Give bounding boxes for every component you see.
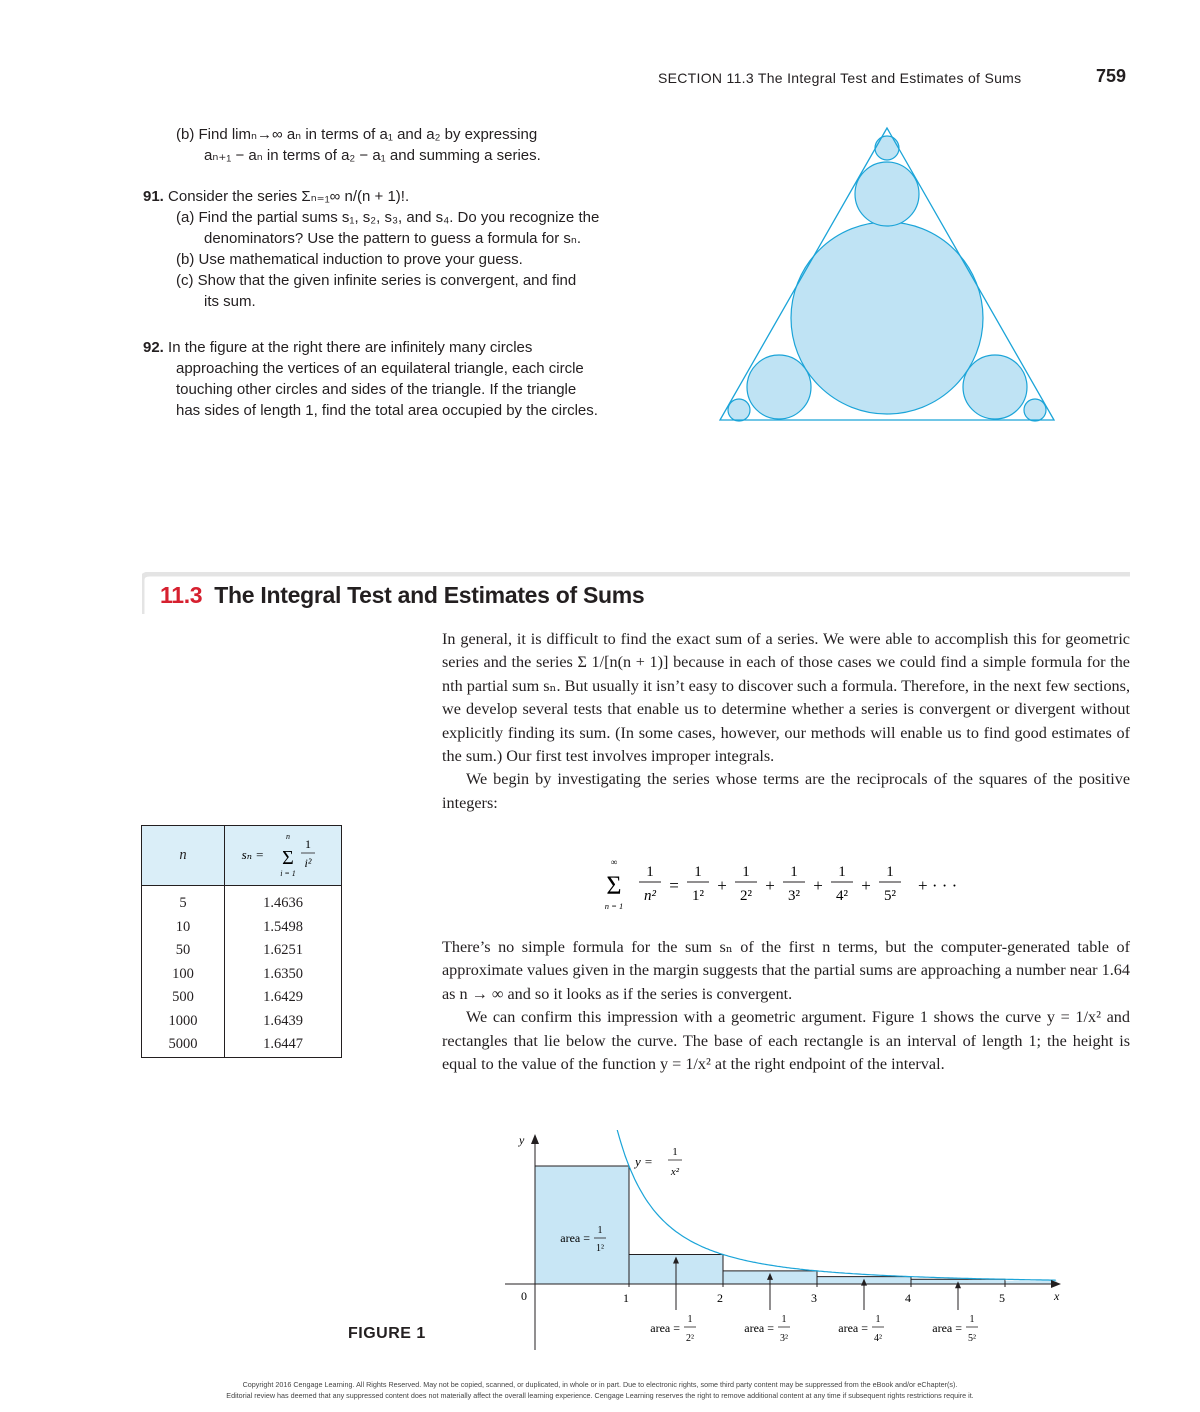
- top-circle-2: [855, 162, 919, 226]
- sigma-lower: n = 1: [604, 901, 624, 911]
- area-label-num: 1: [969, 1314, 975, 1325]
- ex91c-line1: (c) Show that the given infinite series is convergent, and find: [176, 272, 577, 289]
- area-label-word: area =: [744, 1321, 774, 1335]
- eq-plus: +: [861, 876, 871, 895]
- area-label-word: area =: [650, 1321, 680, 1335]
- table-cell-s: 1.6251: [225, 939, 342, 963]
- exercise-90b: [176, 124, 541, 166]
- ex91a-line2: denominators? Use the pattern to guess a formula for sₙ.: [204, 230, 582, 247]
- area-label-den: 3²: [780, 1333, 788, 1344]
- exercise-92: [143, 337, 633, 421]
- paragraph-1: In general, it is difficult to find the exact sum of a series. We were able to accomplish this for geometric series and the series Σ 1/[n(n + 1)] because in each of those cases we could find a simple formula for the nth partial sum sₙ. But usually it isn’t easy to discover such a formula. Therefore, in the next few sections, we develop several tests that enable us to determine whether a series is convergent or divergent without explicitly finding its sum. (In some cases, however, our methods will enable us to find good estimates of the sum.) Our first test involves improper integrals.: [442, 630, 1130, 766]
- table-row: [142, 963, 342, 987]
- right-circle-3: [1024, 399, 1046, 421]
- table-row: [142, 886, 342, 916]
- area-label-word: area =: [838, 1321, 868, 1335]
- table-cell-n: 5000: [142, 1033, 225, 1057]
- sum-frac-num: 1: [305, 837, 311, 851]
- x-tick-label: 1: [623, 1291, 629, 1305]
- area-label-num: 1: [687, 1314, 693, 1325]
- ex91b: (b) Use mathematical induction to prove your guess.: [176, 251, 523, 268]
- sigma-symbol: Σ: [606, 871, 622, 900]
- equation-ellipsis: + · · ·: [918, 876, 958, 895]
- top-circle-3: [875, 136, 899, 160]
- table-cell-n: 1000: [142, 1010, 225, 1034]
- eq-term-den: 1²: [692, 888, 704, 904]
- eq-term-den: n²: [644, 888, 656, 904]
- sum-formula: [228, 826, 338, 880]
- x-tick-label: 5: [999, 1291, 1005, 1305]
- table-cell-s: 1.6447: [225, 1033, 342, 1057]
- ex92-line2: approaching the vertices of an equilateral triangle, each circle: [176, 360, 584, 377]
- table-cell-n: 100: [142, 963, 225, 987]
- copyright-line-2: Editorial review has deemed that any suppressed content does not materially affect the overall learning experience. Cengage Learning reserves the right to remove additional content at any time if subsequent rights restrictions require it.: [226, 1391, 974, 1400]
- page-number: 759: [1096, 66, 1127, 86]
- table-row: [142, 1010, 342, 1034]
- eq-plus: +: [813, 876, 823, 895]
- right-circle-2: [963, 355, 1027, 419]
- area-label-den: 4²: [874, 1333, 882, 1344]
- table-cell-n: 5: [142, 886, 225, 916]
- ex91-number: 91.: [143, 188, 164, 205]
- table-cell-n: 50: [142, 939, 225, 963]
- area-rectangle: [535, 1166, 629, 1284]
- table-row: [142, 986, 342, 1010]
- eq-term-num: 1: [646, 864, 654, 880]
- eq-plus: +: [765, 876, 775, 895]
- body-block-2: [442, 936, 1130, 1076]
- section-number: 11.3: [160, 582, 203, 608]
- table-cell-s: 1.5498: [225, 916, 342, 940]
- eq-term-den: 5²: [884, 888, 896, 904]
- sum-upper-limit: n: [286, 832, 290, 841]
- x-tick-label: 4: [905, 1291, 911, 1305]
- curve-label-lhs: y =: [635, 1154, 653, 1169]
- series-equation: [600, 855, 960, 915]
- area-label-num: 1: [781, 1314, 787, 1325]
- table-cell-s: 1.4636: [225, 886, 342, 916]
- exercise-91: [143, 186, 633, 312]
- area-label-num: 1: [875, 1314, 881, 1325]
- section-title-text: The Integral Test and Estimates of Sums: [214, 582, 645, 608]
- area-label-num: 1: [597, 1225, 603, 1236]
- eq-term-den: 3²: [788, 888, 800, 904]
- large-center-circle: [791, 222, 983, 414]
- curve-label-num: 1: [672, 1146, 678, 1158]
- ex90b-line2: aₙ₊₁ − aₙ in terms of a₂ − a₁ and summing a series.: [204, 147, 541, 164]
- section-title: [160, 582, 644, 609]
- area-label-den: 2²: [686, 1333, 694, 1344]
- x-axis-label: x: [1054, 1289, 1060, 1303]
- triangle-circles-figure: [712, 122, 1062, 428]
- x-tick-label: 3: [811, 1291, 817, 1305]
- copyright-line-1: Copyright 2016 Cengage Learning. All Rights Reserved. May not be copied, scanned, or duplicated, in whole or in part. Due to electronic rights, some third party content may be suppressed from the eBook and/or eChapter(s).: [242, 1380, 958, 1389]
- body-block-1: [442, 628, 1130, 815]
- eq-equals: =: [669, 876, 679, 895]
- table-row: [142, 916, 342, 940]
- eq-term-num: 1: [790, 864, 798, 880]
- origin-label: 0: [521, 1289, 527, 1303]
- running-header: SECTION 11.3 The Integral Test and Estimates of Sums: [658, 70, 1022, 86]
- ex91c-line2: its sum.: [204, 293, 256, 310]
- sum-frac-den: i²: [304, 856, 312, 870]
- ex91-text: Consider the series Σₙ₌₁∞ n/(n + 1)!.: [168, 188, 410, 205]
- partial-sums-table: [141, 825, 342, 1058]
- ex92-number: 92.: [143, 339, 164, 356]
- eq-term-den: 4²: [836, 888, 848, 904]
- figure-1: [505, 1130, 1065, 1352]
- sum-sigma: Σ: [282, 847, 294, 869]
- figure-1-label: FIGURE 1: [348, 1325, 426, 1342]
- table-cell-n: 500: [142, 986, 225, 1010]
- sigma-upper: ∞: [610, 857, 618, 867]
- ex92-line4: has sides of length 1, find the total area occupied by the circles.: [176, 402, 598, 419]
- sum-lower-limit: i = 1: [280, 869, 296, 878]
- table-cell-s: 1.6439: [225, 1010, 342, 1034]
- table-cell-s: 1.6429: [225, 986, 342, 1010]
- table-row: [142, 1033, 342, 1057]
- ex91a-line1: (a) Find the partial sums s₁, s₂, s₃, and s₄. Do you recognize the: [176, 209, 600, 226]
- paragraph-3: There’s no simple formula for the sum sₙ of the first n terms, but the computer-generated table of approximate values given in the margin suggests that the partial sums are approaching a number near 1.64 as n → ∞ and so it looks as if the series is convergent.: [442, 938, 1130, 1003]
- area-label-den: 5²: [968, 1333, 976, 1344]
- eq-term-num: 1: [694, 864, 702, 880]
- x-tick-label: 2: [717, 1291, 723, 1305]
- left-circle-3: [728, 399, 750, 421]
- table-header-n: n: [142, 826, 225, 886]
- eq-term-num: 1: [886, 864, 894, 880]
- paragraph-2: We begin by investigating the series whose terms are the reciprocals of the squares of the positive integers:: [442, 770, 1130, 812]
- left-circle-2: [747, 355, 811, 419]
- eq-term-num: 1: [742, 864, 750, 880]
- eq-term-den: 2²: [740, 888, 752, 904]
- area-label-den: 1²: [596, 1243, 604, 1254]
- sum-lhs: sₙ =: [241, 847, 264, 862]
- eq-term-num: 1: [838, 864, 846, 880]
- area-label-word: area =: [932, 1321, 962, 1335]
- ex90b-line1: (b) Find limₙ→∞ aₙ in terms of a₁ and a₂ by expressing: [176, 126, 538, 143]
- ex92-line1: In the figure at the right there are infinitely many circles: [168, 339, 533, 356]
- table-cell-s: 1.6350: [225, 963, 342, 987]
- table-header-sum: [225, 826, 342, 886]
- curve-label-den: x²: [670, 1166, 680, 1178]
- ex92-line3: touching other circles and sides of the triangle. If the triangle: [176, 381, 577, 398]
- paragraph-4: We can confirm this impression with a geometric argument. Figure 1 shows the curve y = 1/x² and rectangles that lie below the curve. The base of each rectangle is an interval of length 1; the height is equal to the value of the function y = 1/x² at the right endpoint of the interval.: [442, 1008, 1130, 1074]
- area-label-word: area =: [560, 1231, 590, 1245]
- table-cell-n: 10: [142, 916, 225, 940]
- eq-plus: +: [717, 876, 727, 895]
- table-row: [142, 939, 342, 963]
- y-axis-label: y: [519, 1133, 525, 1147]
